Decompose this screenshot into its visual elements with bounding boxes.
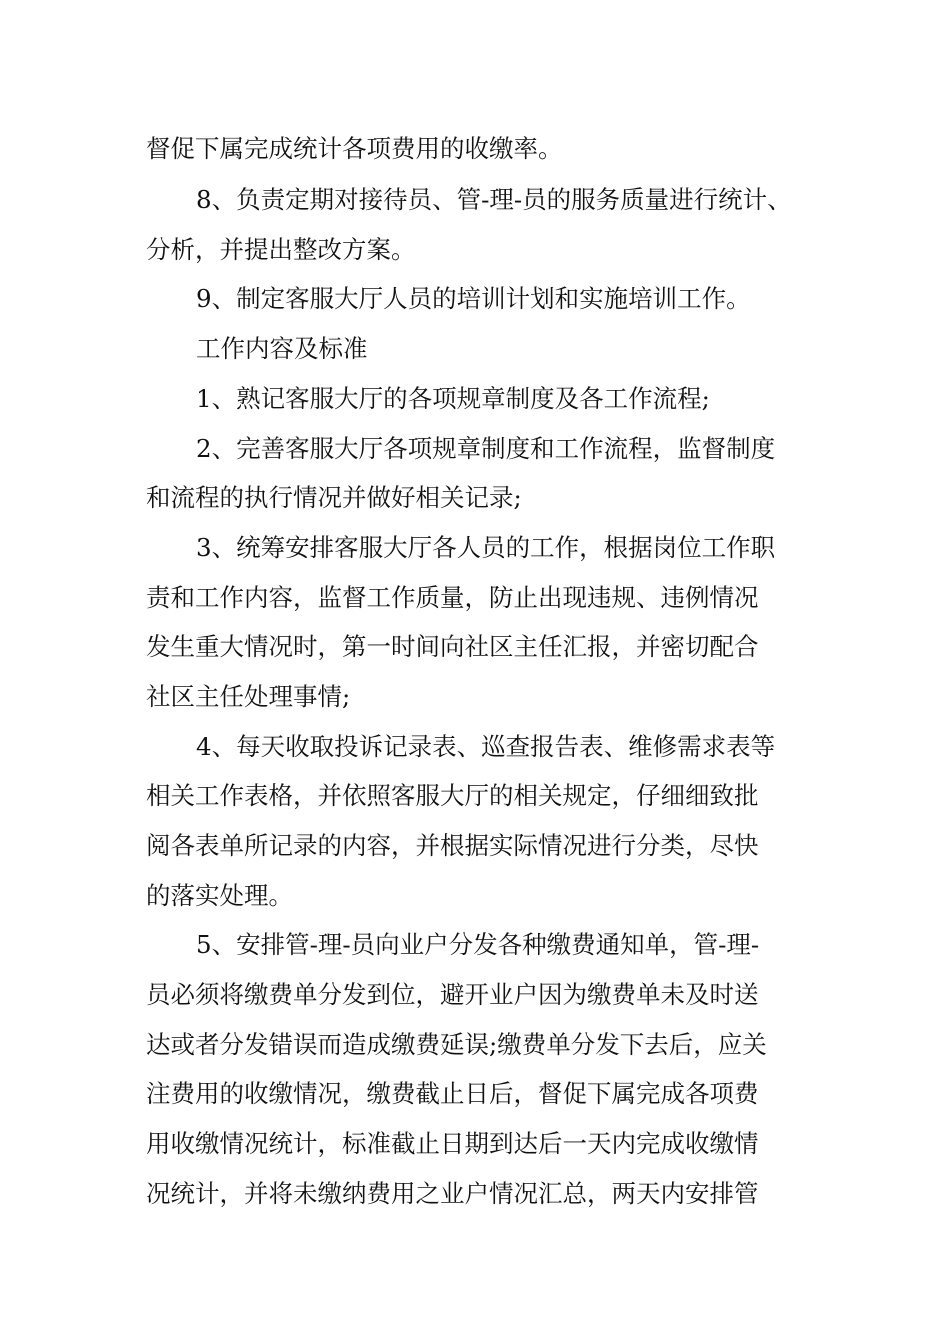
text-line: 社区主任处理事情;	[146, 682, 351, 711]
text-line: 注费用的收缴情况，缴费截止日后，督促下属完成各项费	[146, 1079, 759, 1108]
text-line: 员必须将缴费单分发到位，避开业户因为缴费单未及时送	[146, 980, 759, 1009]
text-line: 4、每天收取投诉记录表、巡查报告表、维修需求表等	[196, 732, 776, 761]
text-line: 5、安排管-理-员向业户分发各种缴费通知单，管-理-	[196, 930, 760, 959]
text-line: 阅各表单所记录的内容，并根据实际情况进行分类，尽快	[146, 831, 759, 860]
section-heading: 工作内容及标准	[196, 334, 368, 363]
text-line: 9、制定客服大厅人员的培训计划和实施培训工作。	[196, 284, 751, 313]
text-line: 督促下属完成统计各项费用的收缴率。	[146, 134, 563, 163]
text-line: 2、完善客服大厅各项规章制度和工作流程，监督制度	[196, 434, 776, 463]
text-line: 分析，并提出整改方案。	[146, 235, 416, 264]
text-line: 8、负责定期对接待员、管-理-员的服务质量进行统计、	[196, 185, 792, 214]
text-line: 相关工作表格，并依照客服大厅的相关规定，仔细细致批	[146, 781, 759, 810]
text-line: 的落实处理。	[146, 881, 293, 910]
text-line: 发生重大情况时，第一时间向社区主任汇报，并密切配合	[146, 632, 759, 661]
text-line: 况统计，并将未缴纳费用之业户情况汇总，两天内安排管	[146, 1179, 759, 1208]
text-line: 责和工作内容，监督工作质量，防止出现违规、违例情况	[146, 583, 759, 612]
text-line: 达或者分发错误而造成缴费延误;缴费单分发下去后，应关	[146, 1030, 767, 1059]
text-line: 3、统筹安排客服大厅各人员的工作，根据岗位工作职	[196, 533, 776, 562]
text-line: 用收缴情况统计，标准截止日期到达后一天内完成收缴情	[146, 1129, 759, 1158]
text-line: 1、熟记客服大厅的各项规章制度及各工作流程;	[196, 384, 710, 413]
text-line: 和流程的执行情况并做好相关记录;	[146, 483, 522, 512]
